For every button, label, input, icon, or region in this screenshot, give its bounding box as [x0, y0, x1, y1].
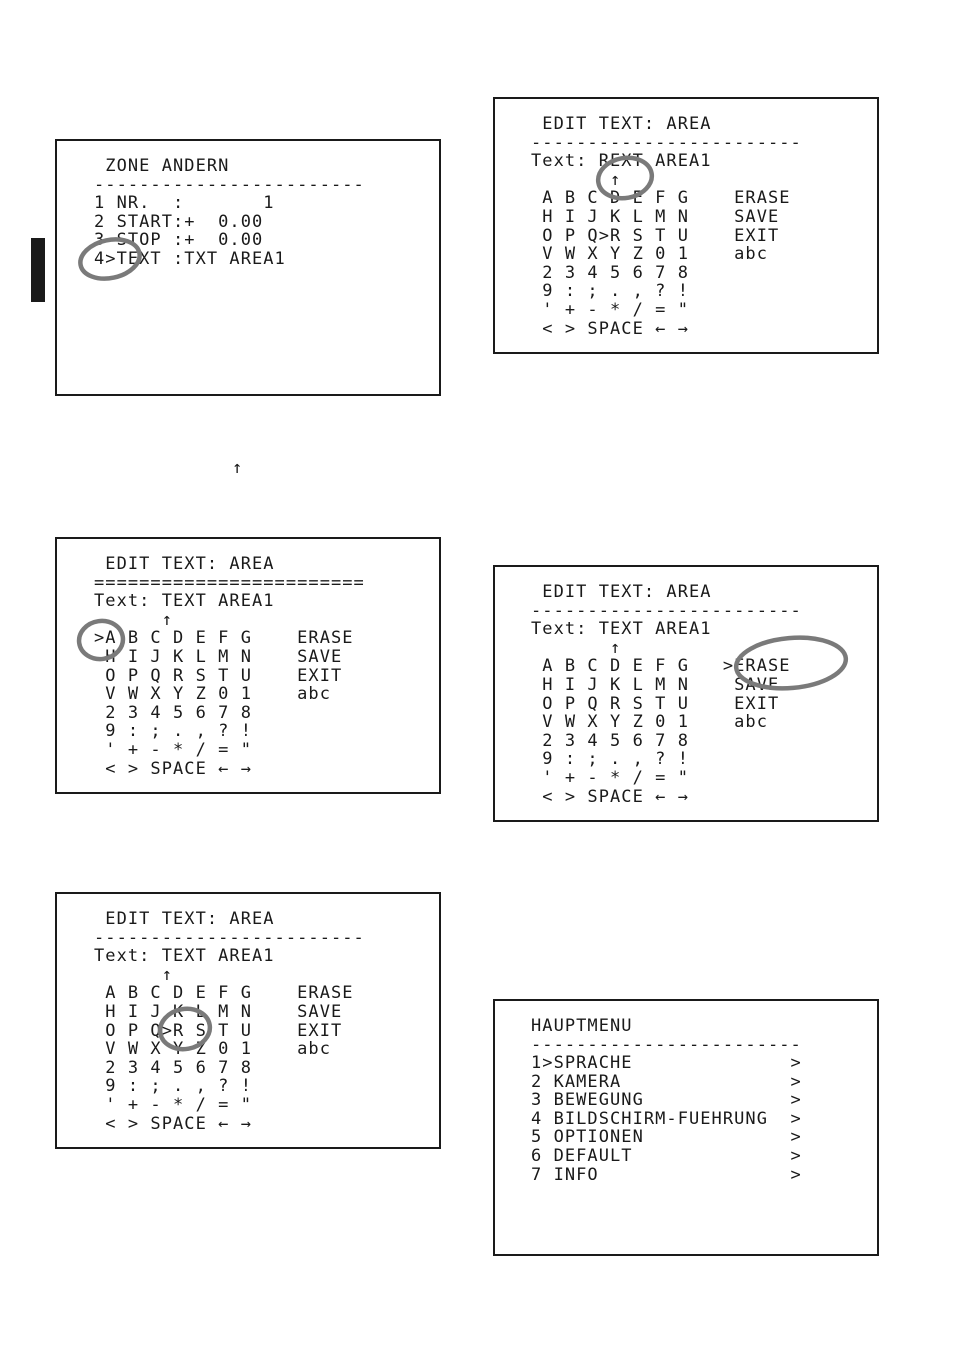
edit-text-1-grid-row-8[interactable]: < > SPACE ← → [94, 759, 252, 779]
edit-text-2-text-value[interactable]: Text: TEXT AREA1 [94, 946, 275, 966]
edit-text-1-grid-row-5[interactable]: 2 3 4 5 6 7 8 [94, 703, 252, 723]
edit-text-3-text-value[interactable]: Text: REXT AREA1 [531, 151, 712, 171]
edit-text-3-grid-row-3[interactable]: O P Q>R S T U EXIT [531, 226, 780, 246]
edit-text-2-grid-row-1[interactable]: A B C D E F G ERASE [94, 983, 354, 1003]
edit-text-3-grid-row-1[interactable]: A B C D E F G ERASE [531, 188, 791, 208]
edit-text-1-grid-row-4[interactable]: V W X Y Z 0 1 abc [94, 684, 331, 704]
edit-text-2-grid-row-6[interactable]: 9 : ; . , ? ! [94, 1076, 252, 1096]
edit-text-4-grid-row-2[interactable]: H I J K L M N SAVE [531, 675, 780, 695]
zone-andern-title: ZONE ANDERN [94, 156, 230, 176]
zone-andern-item-nr[interactable]: 1 NR. : 1 [94, 193, 275, 213]
edit-text-1-grid-row-3[interactable]: O P Q R S T U EXIT [94, 666, 343, 686]
hauptmenu-item-info[interactable]: 7 INFO > [531, 1165, 802, 1185]
edit-text-3-grid-row-8[interactable]: < > SPACE ← → [531, 319, 689, 339]
edit-text-4-cursor-arrow: ↑ [531, 638, 622, 658]
edit-text-1-grid-row-6[interactable]: 9 : ; . , ? ! [94, 721, 252, 741]
edit-text-2-divider: ------------------------ [94, 928, 365, 948]
hauptmenu-item-optionen[interactable]: 5 OPTIONEN > [531, 1127, 802, 1147]
edit-text-2-cursor-arrow: ↑ [94, 965, 173, 985]
edit-text-1-text-value[interactable]: Text: TEXT AREA1 [94, 591, 275, 611]
edit-text-4-grid-row-8[interactable]: < > SPACE ← → [531, 787, 689, 807]
edit-text-3-grid-row-7[interactable]: ' + - * / = " [531, 300, 689, 320]
edit-text-2-grid-row-8[interactable]: < > SPACE ← → [94, 1114, 252, 1134]
edit-text-3-title: EDIT TEXT: AREA [531, 114, 712, 134]
zone-andern-item-text[interactable]: 4>TEXT :TXT AREA1 [94, 249, 286, 269]
edit-text-3-grid-row-4[interactable]: V W X Y Z 0 1 abc [531, 244, 768, 264]
edit-text-4-grid-row-7[interactable]: ' + - * / = " [531, 768, 689, 788]
edit-text-4-text-value[interactable]: Text: TEXT AREA1 [531, 619, 712, 639]
edit-text-4-grid-row-1[interactable]: A B C D E F G >ERASE [531, 656, 791, 676]
edit-text-4-grid-row-4[interactable]: V W X Y Z 0 1 abc [531, 712, 768, 732]
hauptmenu-title: HAUPTMENU [531, 1016, 633, 1036]
edit-text-1-grid-row-7[interactable]: ' + - * / = " [94, 740, 252, 760]
edit-text-2-title: EDIT TEXT: AREA [94, 909, 275, 929]
edit-text-4-grid-row-6[interactable]: 9 : ; . , ? ! [531, 749, 689, 769]
edit-text-4-title: EDIT TEXT: AREA [531, 582, 712, 602]
edit-text-1-cursor-arrow: ↑ [94, 610, 173, 630]
edit-text-2-grid-row-3[interactable]: O P Q>R S T U EXIT [94, 1021, 343, 1041]
edit-text-2-grid-row-2[interactable]: H I J K L M N SAVE [94, 1002, 343, 1022]
edit-text-3-grid-row-5[interactable]: 2 3 4 5 6 7 8 [531, 263, 689, 283]
edit-text-3-cursor-arrow: ↑ [531, 170, 622, 190]
section-tab-marker [31, 238, 45, 302]
zone-andern-item-start[interactable]: 2 START:+ 0.00 [94, 212, 264, 232]
edit-text-3-divider: ------------------------ [531, 133, 802, 153]
hauptmenu-item-sprache[interactable]: 1>SPRACHE > [531, 1053, 802, 1073]
edit-text-4-grid-row-5[interactable]: 2 3 4 5 6 7 8 [531, 731, 689, 751]
edit-text-1-grid-row-2[interactable]: H I J K L M N SAVE [94, 647, 343, 667]
edit-text-2-grid-row-7[interactable]: ' + - * / = " [94, 1095, 252, 1115]
zone-andern-divider: ------------------------ [94, 175, 365, 195]
hauptmenu-divider: ------------------------ [531, 1035, 802, 1055]
hauptmenu-item-bildschirm[interactable]: 4 BILDSCHIRM-FUEHRUNG > [531, 1109, 802, 1129]
edit-text-2-grid-row-5[interactable]: 2 3 4 5 6 7 8 [94, 1058, 252, 1078]
up-arrow-icon: ↑ [232, 458, 243, 478]
edit-text-1-grid-row-1[interactable]: >A B C D E F G ERASE [94, 628, 354, 648]
hauptmenu-item-default[interactable]: 6 DEFAULT > [531, 1146, 802, 1166]
edit-text-4-divider: ------------------------ [531, 601, 802, 621]
edit-text-1-title: EDIT TEXT: AREA [94, 554, 275, 574]
edit-text-2-grid-row-4[interactable]: V W X Y Z 0 1 abc [94, 1039, 331, 1059]
edit-text-1-divider: ======================== [94, 573, 365, 593]
edit-text-3-grid-row-6[interactable]: 9 : ; . , ? ! [531, 281, 689, 301]
zone-andern-item-stop[interactable]: 3 STOP :+ 0.00 [94, 230, 264, 250]
hauptmenu-item-kamera[interactable]: 2 KAMERA > [531, 1072, 802, 1092]
edit-text-3-grid-row-2[interactable]: H I J K L M N SAVE [531, 207, 780, 227]
edit-text-4-grid-row-3[interactable]: O P Q R S T U EXIT [531, 694, 780, 714]
hauptmenu-item-bewegung[interactable]: 3 BEWEGUNG > [531, 1090, 802, 1110]
